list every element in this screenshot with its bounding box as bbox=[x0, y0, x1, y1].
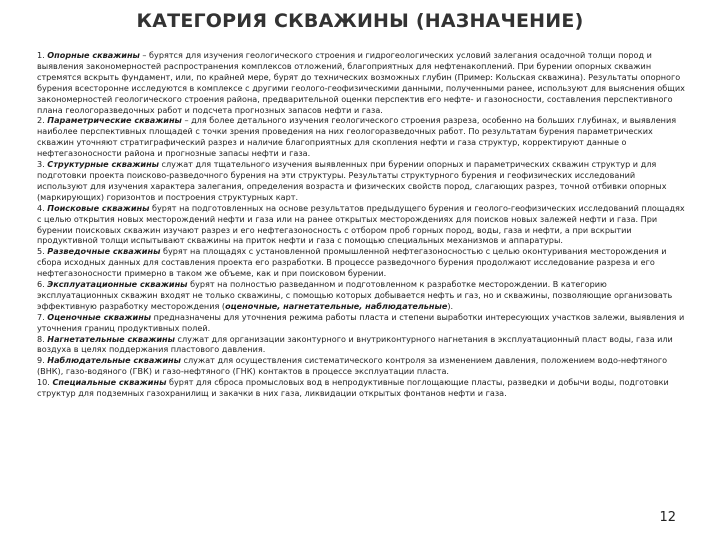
paragraph-5 bbox=[37, 246, 687, 279]
paragraph-term: Разведочные скважины bbox=[47, 246, 161, 257]
paragraph-term: Структурные скважины bbox=[47, 159, 159, 170]
paragraph-term: Оценочные скважины bbox=[47, 311, 152, 322]
paragraph-text: бурят на полностью разведанном и подготовленном к разработке месторождении. В категорию эксплуатационных скважин входят не только скважины, с помощью которых добывается нефть и газ, но и скважины, позволяющие организовать эффективную разработку месторождения ( bbox=[37, 279, 673, 311]
paragraph-tail-term: оценочные, нагнетательные, наблюдательные bbox=[225, 300, 448, 311]
slide-title: КАТЕГОРИЯ СКВАЖИНЫ (НАЗНАЧЕНИЕ) bbox=[136, 10, 584, 32]
paragraph-number: 4. bbox=[37, 202, 48, 213]
paragraph-text: – для более детального изучения геологического строения разреза, особенно на больших глубинах, и выявления наиболее перспективных площадей с точки зрения проведения на них геологоразведочных работ. По результатам бурения параметрических скважин уточняют стратиграфический разрез и наличие благоприятных для скопления нефти и газа структур, корректируют данные о нефтегазоносности района и прогнозные запасы нефти и газа. bbox=[37, 115, 677, 159]
paragraph-6 bbox=[37, 279, 687, 312]
paragraph-term: Опорные скважины bbox=[47, 50, 140, 60]
paragraph-term: Поисковые скважины bbox=[47, 202, 150, 213]
paragraph-number: 3. bbox=[37, 159, 48, 170]
slide-body bbox=[37, 50, 687, 399]
paragraph-text: бурят на подготовленных на основе результатов предыдущего бурения и геолого-геофизических исследований площадях с целью открытия новых месторождений нефти и газа или на ранее открытых месторождениях для поисков новых залежей нефти и газа. При бурении поисковых скважин изучают разрез и его нефтегазоносность с отбором проб горных пород, воды, газа и нефти, а при вскрытии продуктивной толщи испытывают скважины на приток нефти и газа с помощью специальных механизмов и аппаратуры. bbox=[37, 202, 685, 246]
paragraph-2 bbox=[37, 115, 687, 159]
paragraph-term: Специальные скважины bbox=[52, 377, 167, 388]
page-number: 12 bbox=[659, 510, 676, 525]
paragraph-number: 1. bbox=[37, 50, 48, 60]
paragraph-number: 10. bbox=[37, 377, 53, 388]
paragraph-3 bbox=[37, 159, 687, 203]
paragraph-8 bbox=[37, 334, 687, 356]
paragraph-7 bbox=[37, 312, 687, 334]
paragraph-term: Наблюдательные скважины bbox=[47, 355, 181, 366]
paragraph-term: Параметрические скважины bbox=[47, 115, 182, 126]
paragraph-4 bbox=[37, 203, 687, 247]
paragraph-term: Эксплуатационные скважины bbox=[47, 279, 188, 290]
paragraph-number: 5. bbox=[37, 246, 48, 257]
paragraph-number: 6. bbox=[37, 279, 48, 290]
paragraph-number: 7. bbox=[37, 311, 48, 322]
paragraph-tail: ). bbox=[447, 300, 454, 311]
paragraph-text: бурят для сброса промысловых вод в непродуктивные поглощающие пласты, разведки и добычи воды, подготовки структур для подземных газохранилищ и закачки в них газа, ликвидации открытых фонтанов нефти и газа. bbox=[37, 377, 669, 399]
paragraph-number: 2. bbox=[37, 115, 48, 126]
paragraph-text: – бурятся для изучения геологического строения и гидрогеологических условий залегания осадочной толщи пород и выявления закономерностей распространения комплексов отложений, благоприятных для нефтенакоплений. При бурении опорных скважин стремятся вскрыть фундамент, или, по крайней мере, бурят до технических возможных глубин (Пример: Кольская скважина). Результаты опорного бурения всесторонне исследуются в комплексе с другими геолого-геофизическими данными, полученными ранее, используют для выяснения общих закономерностей геологического строения района, предварительной оценки перспектив его нефте- и газоносности, составления перспективного плана геологоразведочных работ и подсчета прогнозных запасов нефти и газа. bbox=[37, 50, 685, 115]
paragraph-text: бурят на площадях с установленной промышленной нефтегазоносностью с целью оконтуривания месторождения и сбора исходных данных для составления проекта его разработки. В процессе разведочного бурения продолжают исследование разреза и его нефтегазоносности примерно в таком же объеме, как и при поисковом бурении. bbox=[37, 246, 667, 279]
paragraph-term: Нагнетательные скважины bbox=[47, 333, 175, 344]
paragraph-9 bbox=[37, 355, 687, 377]
paragraph-10 bbox=[37, 377, 687, 399]
paragraph-number: 8. bbox=[37, 333, 48, 344]
paragraph-text: служат для организации законтурного и внутриконтурного нагнетания в эксплуатационный пласт воды, газа или воздуха в целях поддержания пластового давления. bbox=[37, 333, 673, 355]
paragraph-text: предназначены для уточнения режима работы пласта и степени выработки интересующих участков залежи, выявления и уточнения границ продуктивных полей. bbox=[37, 311, 685, 333]
paragraph-text: служат для тщательного изучения выявленных при бурении опорных и параметрических скважин структур и для подготовки проекта поисково-разведочного бурения на эти структуры. Результаты структурного бурения и геофизических исследований используют для изучения характера залегания, определения возраста и физических свойств пород, слагающих разрез, точной отбивки опорных (маркирующих) горизонтов и построения структурных карт. bbox=[37, 159, 667, 202]
paragraph-text: служат для осуществления систематического контроля за изменением давления, положением водо-нефтяного (ВНК), газо-водяного (ГВК) и газо-нефтяного (ГНК) контактов в процессе эксплуатации пласта. bbox=[37, 355, 668, 377]
paragraph-1 bbox=[37, 50, 687, 115]
paragraph-number: 9. bbox=[37, 355, 48, 366]
